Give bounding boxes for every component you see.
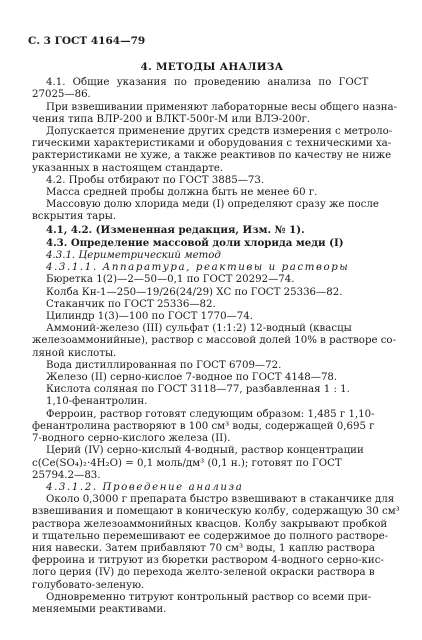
paragraph-sample-mass: Масса средней пробы должна быть не менее 60 г. — [46, 187, 318, 199]
reagent-ferroin-cont: 7-водного серно-кислого железа (II). — [32, 433, 231, 445]
paragraph-scales-cont: чения типа ВЛР-200 и ВЛКТ-500г-М или ВЛЭ-200г. — [32, 113, 311, 125]
reagent-alum-cont: железоаммонийные), раствор с массовой долей 10% в растворе со- — [32, 335, 397, 347]
clause-4-3-text: 4.3. Определение массовой доли хлорида меди (I) — [46, 236, 344, 249]
procedure-text: Около 0,3000 г препарата быстро взвешивают в стаканчике для — [46, 494, 395, 506]
clause-4-1: 4.1. Общие указания по проведению анализа по ГОСТ — [46, 77, 369, 89]
paragraph-allowance-cont: рактеристиками не хуже, а также реактивов по качеству не ниже — [32, 150, 392, 162]
equipment-burette: Бюретка 1(2)—2—50—0,1 по ГОСТ 20292—74. — [46, 274, 295, 286]
paragraph-scales: При взвешивании применяют лабораторные весы общего назна- — [46, 101, 398, 113]
paragraph-allowance-cont: указанных в настоящем стандарте. — [32, 162, 224, 174]
clause-4-3-1-2: 4.3.1.2. Проведение анализа — [46, 481, 244, 493]
page-header: С. 3 ГОСТ 4164—79 — [28, 35, 146, 47]
amendment-note — [32, 224, 392, 237]
clause-4-2: 4.2. Пробы отбирают по ГОСТ 3885—73. — [46, 174, 265, 186]
equipment-beaker: Стаканчик по ГОСТ 25336—82. — [46, 298, 216, 310]
procedure-text-cont: взвешивания и помещают в коническую колбу, содержащую 30 см³ — [32, 506, 400, 518]
procedure-text-cont: ния навески. Затем прибавляют 70 см³ воды, 1 каплю раствора — [32, 542, 375, 554]
equipment-flask: Колба Кн-1—250—19/26(24/29) ХС по ГОСТ 25336—82. — [46, 286, 343, 298]
clause-4-1-cont: 27025—86. — [32, 89, 91, 101]
reagent-ferroin: Ферроин, раствор готовят следующим образом: 1,485 г 1,10- — [46, 408, 375, 420]
paragraph-allowance: Допускается применение других средств измерения с метроло- — [46, 126, 393, 138]
reagent-cerium-cont: 25794.2—83. — [32, 469, 101, 481]
reagent-cerium-cont: с(Се(SO₄)₂·4H₂O) = 0,1 моль/дм³ (0,1 н.); готовят по ГОСТ — [32, 457, 342, 469]
reagent-cerium: Церий (IV) серно-кислый 4-водный, раствор концентрации — [46, 445, 364, 457]
clause-4-3-1: 4.3.1. Цериметрический метод — [46, 250, 221, 262]
paragraph-allowance-cont: гическими характеристиками и оборудования с техническими ха- — [32, 138, 392, 150]
procedure-text-cont: раствора железоаммонийных квасцов. Колбу закрывают пробкой — [32, 518, 388, 530]
equipment-cylinder: Цилиндр 1(3)—100 по ГОСТ 1770—74. — [46, 311, 253, 323]
paragraph-mass-fraction-cont: вскрытия тары. — [32, 211, 117, 223]
procedure-text-cont: ферроина и титруют из бюретки раствором 4-водного серно-кис- — [32, 555, 384, 567]
clause-4-3-1-1: 4.3.1.1. Аппаратура, реактивы и растворы — [46, 262, 350, 274]
procedure-text-cont: и тщательно перемешивают ее содержимое до полного растворе- — [32, 530, 389, 542]
paragraph-mass-fraction: Массовую долю хлорида меди (I) определяют сразу же после — [46, 199, 379, 211]
procedure-text-cont: голубовато-зеленую. — [32, 579, 145, 591]
reagent-iron-sulfate: Железо (II) серно-кислое 7-водное по ГОСТ 4148—78. — [46, 372, 338, 384]
reagent-alum: Аммоний-железо (III) сульфат (1:1:2) 12-водный (квасцы — [46, 323, 352, 335]
reagent-water: Вода дистиллированная по ГОСТ 6709—72. — [46, 359, 282, 371]
control-titration: Одновременно титруют контрольный раствор со всеми при- — [46, 591, 372, 603]
clause-4-3 — [32, 237, 392, 250]
reagent-hcl: Кислота соляная по ГОСТ 3118—77, разбавленная 1 : 1. — [46, 384, 350, 396]
reagent-ferroin-cont: фенантролина растворяют в 100 см³ воды, содержащей 0,695 г — [32, 420, 375, 432]
amendment-text: 4.1, 4.2. (Измененная редакция, Изм. № 1). — [46, 223, 305, 236]
section-title: 4. МЕТОДЫ АНАЛИЗА — [140, 61, 284, 73]
procedure-text-cont: лого церия (IV) до перехода желто-зеленой окраски раствора в — [32, 567, 375, 579]
reagent-phenanthroline: 1,10-фенантролин. — [46, 396, 148, 408]
control-titration-cont: меняемыми реактивами. — [32, 603, 167, 615]
reagent-alum-cont: ляной кислоты. — [32, 347, 117, 359]
